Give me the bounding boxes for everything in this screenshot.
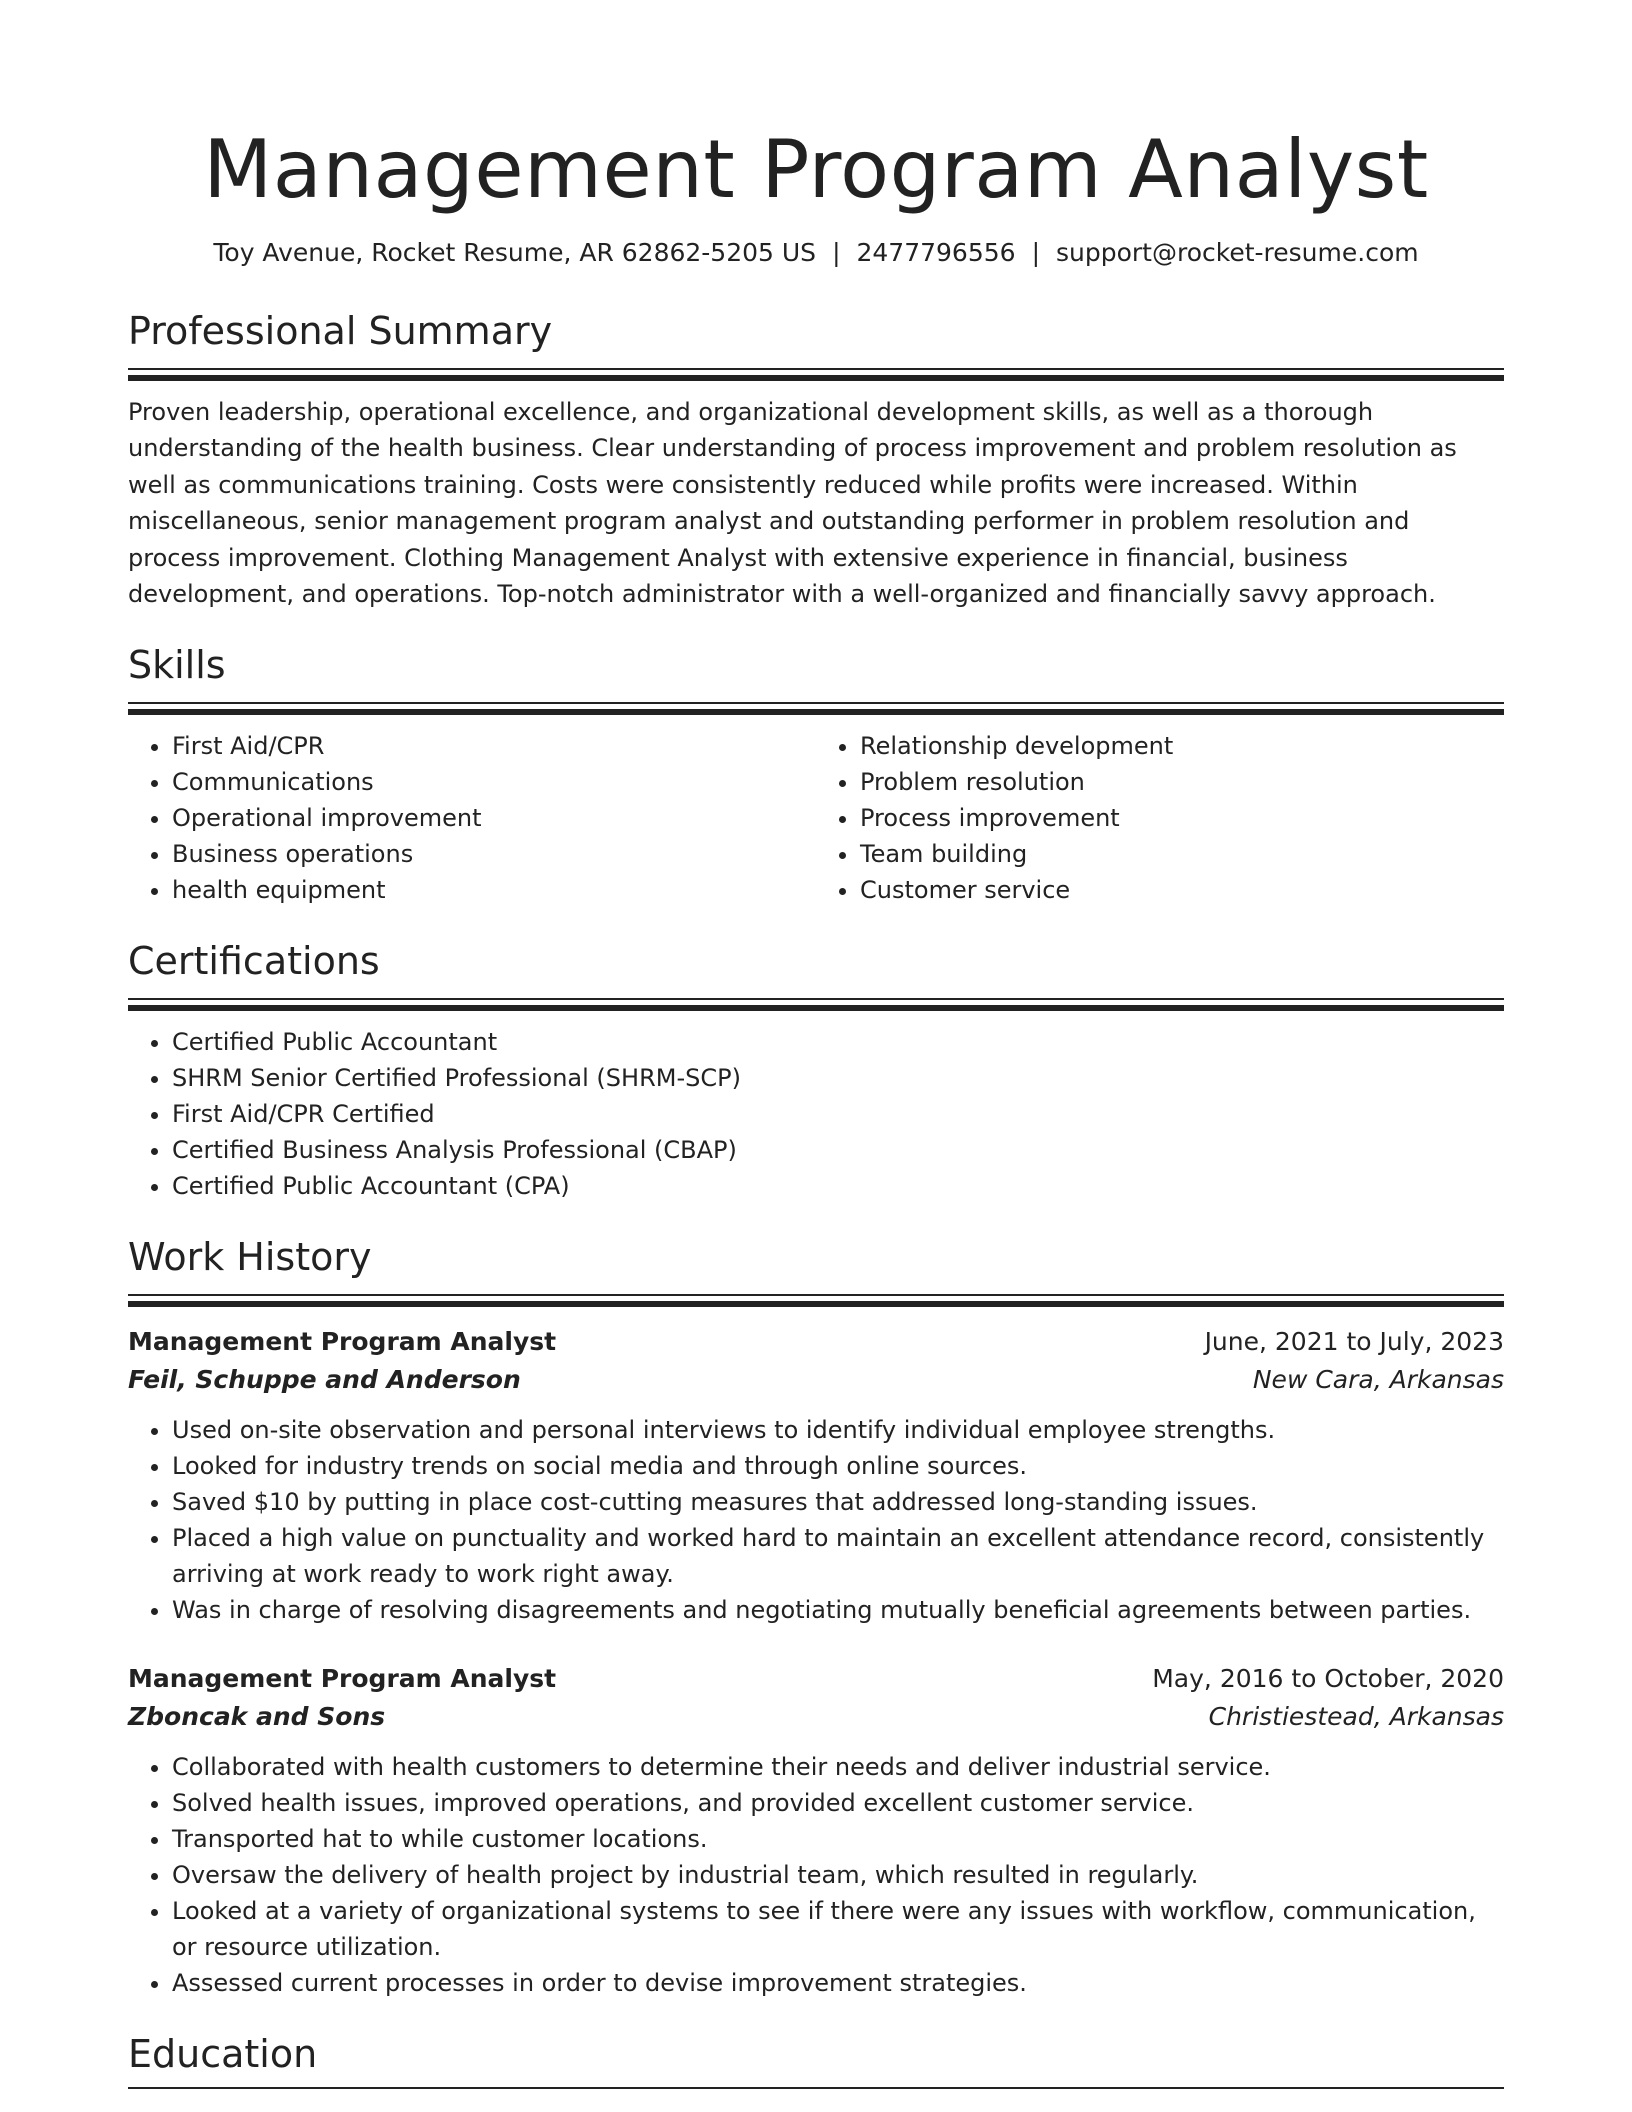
job-title: Management Program Analyst [128, 1327, 557, 1357]
job-subheader-row [128, 1698, 1504, 1736]
job-bullet: • Oversaw the delivery of health project by industrial team, which resulted in regularly. [172, 1857, 1504, 1893]
section-divider [128, 368, 1504, 381]
job-subheader-row [128, 1361, 1504, 1399]
skill-item: • Operational improvement [172, 800, 816, 836]
work-history-section [128, 1234, 1504, 2001]
job-title: Management Program Analyst [128, 1664, 557, 1694]
job-bullets [128, 1749, 1504, 2001]
skill-item: • health equipment [172, 872, 816, 908]
job-dates: May, 2016 to October, 2020 [1152, 1664, 1504, 1694]
summary-section [128, 308, 1504, 612]
education-section [128, 2031, 1504, 2089]
section-heading-skills: Skills [128, 643, 226, 688]
section-heading-education: Education [128, 2032, 318, 2077]
contact-phone: 2477796556 [856, 238, 1016, 267]
certification-item: • Certified Business Analysis Professional (CBAP) [172, 1132, 1504, 1168]
skill-item: • Team building [860, 836, 1504, 872]
job-bullet: • Was in charge of resolving disagreements and negotiating mutually beneficial agreements between parties. [172, 1592, 1504, 1628]
section-heading-summary: Professional Summary [128, 309, 553, 353]
job-bullet: • Transported hat to while customer locations. [172, 1821, 1504, 1857]
skills-column-left [128, 728, 816, 908]
certification-item: • Certified Public Accountant (CPA) [172, 1168, 1504, 1204]
contact-separator: | [1031, 238, 1040, 267]
job-bullet: • Collaborated with health customers to determine their needs and deliver industrial service. [172, 1749, 1504, 1785]
skills-section [128, 642, 1504, 908]
certification-item: • First Aid/CPR Certified [172, 1096, 1504, 1132]
section-divider [128, 2087, 1504, 2089]
job-bullets [128, 1412, 1504, 1628]
skills-list-left [128, 728, 816, 908]
contact-line [128, 236, 1504, 270]
resume-title: Management Program Analyst [203, 123, 1429, 216]
resume-page [128, 0, 1504, 2089]
job-bullet: • Placed a high value on punctuality and worked hard to maintain an excellent attendance record, consistently arriving at work ready to work right away. [172, 1520, 1504, 1592]
section-divider [128, 1294, 1504, 1307]
section-heading-certifications: Certifications [128, 939, 380, 984]
section-divider [128, 998, 1504, 1011]
job-bullet: • Looked for industry trends on social media and through online sources. [172, 1448, 1504, 1484]
skill-item: • Problem resolution [860, 764, 1504, 800]
section-heading-work-history: Work History [128, 1235, 372, 1280]
skills-column-right [816, 728, 1504, 908]
job-location: New Cara, Arkansas [1252, 1365, 1504, 1395]
skill-item: • Customer service [860, 872, 1504, 908]
job-entry [128, 1660, 1504, 2001]
job-bullet: • Solved health issues, improved operations, and provided excellent customer service. [172, 1785, 1504, 1821]
contact-address: Toy Avenue, Rocket Resume, AR 62862-5205 US [213, 238, 817, 267]
skill-item: • Process improvement [860, 800, 1504, 836]
summary-text: Proven leadership, operational excellence, and organizational development skills, as well as a thorough understanding of the health business. Clear understanding of process improvement and problem resolution as well as communications training. Costs were consistently reduced while profits were increased. Within miscellaneous, senior management program analyst and outstanding performer in problem resolution and process improvement. Clothing Management Analyst with extensive experience in financial, business development, and operations. Top-notch administrator with a well-organized and financially savvy approach. [128, 398, 1457, 609]
job-bullet: • Assessed current processes in order to devise improvement strategies. [172, 1965, 1504, 2001]
job-company: Zboncak and Sons [128, 1702, 386, 1732]
job-dates: June, 2021 to July, 2023 [1204, 1327, 1504, 1357]
job-bullet: • Saved $10 by putting in place cost-cutting measures that addressed long-standing issues. [172, 1484, 1504, 1520]
skill-item: • Business operations [172, 836, 816, 872]
job-bullet: • Looked at a variety of organizational systems to see if there were any issues with workflow, communication, or resource utilization. [172, 1893, 1504, 1965]
skill-item: • Relationship development [860, 728, 1504, 764]
job-header-row [128, 1660, 1504, 1698]
job-header-row [128, 1323, 1504, 1361]
section-divider [128, 702, 1504, 715]
skills-columns [128, 728, 1504, 908]
skill-item: • First Aid/CPR [172, 728, 816, 764]
job-entry [128, 1323, 1504, 1628]
certification-item: • SHRM Senior Certified Professional (SHRM-SCP) [172, 1060, 1504, 1096]
contact-separator: | [832, 238, 841, 267]
certifications-section [128, 938, 1504, 1204]
skill-item: • Communications [172, 764, 816, 800]
job-bullet: • Used on-site observation and personal interviews to identify individual employee strengths. [172, 1412, 1504, 1448]
certification-item: • Certified Public Accountant [172, 1024, 1504, 1060]
job-location: Christiestead, Arkansas [1208, 1702, 1504, 1732]
certifications-list [128, 1024, 1504, 1204]
skills-list-right [816, 728, 1504, 908]
contact-email: support@rocket-resume.com [1056, 238, 1419, 267]
job-company: Feil, Schuppe and Anderson [128, 1365, 521, 1395]
